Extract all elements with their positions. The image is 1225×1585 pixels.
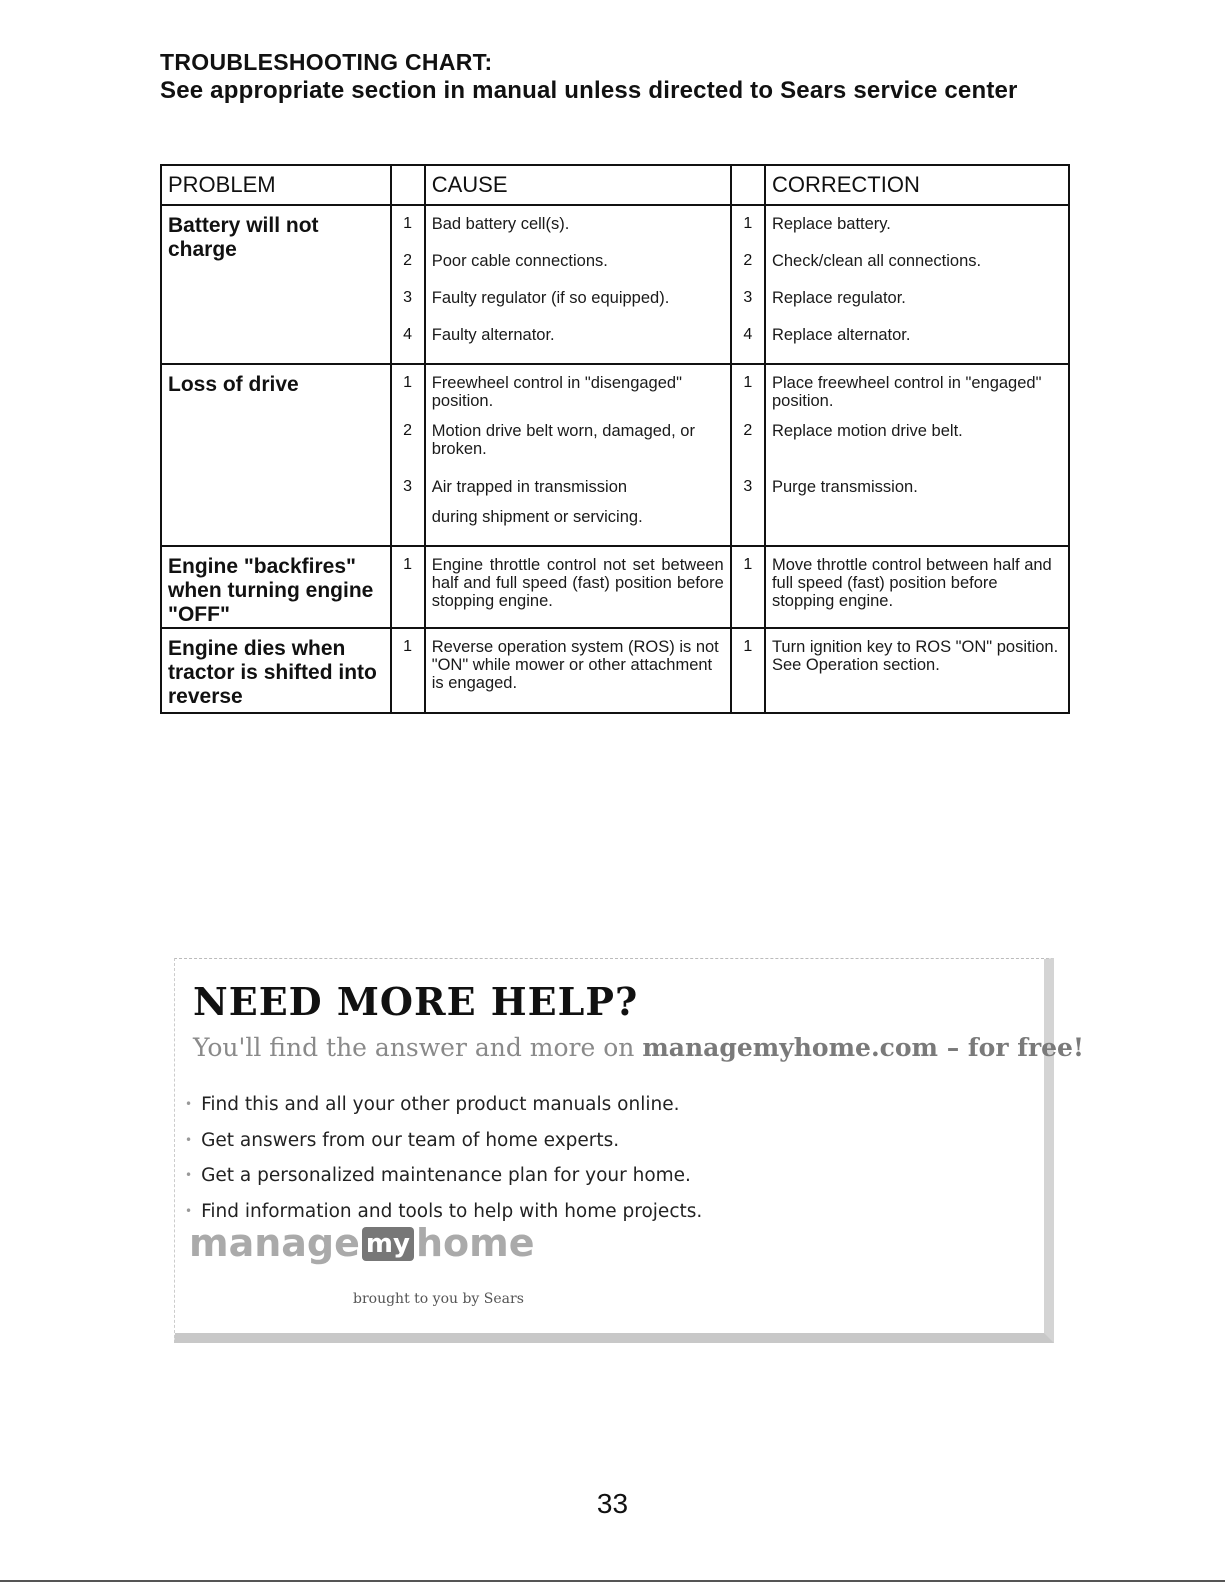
correction-number: 2 xyxy=(743,422,753,439)
problem-header: PROBLEM xyxy=(161,165,391,205)
cause-number: 1 xyxy=(403,215,413,232)
cause-cell xyxy=(425,628,731,713)
cause-text: during shipment or servicing. xyxy=(431,508,643,526)
chart-title: TROUBLESHOOTING CHART: xyxy=(160,49,493,75)
bottom-rule xyxy=(0,1580,1225,1582)
correction-text: Replace regulator. xyxy=(771,289,906,307)
cause-text: Faulty regulator (if so equipped). xyxy=(431,289,670,307)
cause-text: Reverse operation system (ROS) is not "ON" while mower or other attachment is engaged. xyxy=(431,638,719,692)
correction-number: 1 xyxy=(743,215,753,232)
cause-text: Freewheel control in "disengaged" position. xyxy=(431,374,682,410)
chart-subtitle: See appropriate section in manual unless directed to Sears service center xyxy=(160,77,1018,104)
correction-text: Replace battery. xyxy=(771,215,891,233)
cause-text: Bad battery cell(s). xyxy=(431,215,570,233)
managemyhome-logo xyxy=(189,1221,535,1265)
correction-num-header xyxy=(731,165,765,205)
help-heading: NEED MORE HELP? xyxy=(193,979,639,1024)
cause-number: 1 xyxy=(403,556,413,573)
cause-text: Air trapped in transmission xyxy=(431,478,628,496)
correction-num-cell xyxy=(731,628,765,713)
problem-cell xyxy=(161,628,391,713)
correction-text: Purge transmission. xyxy=(771,478,918,496)
correction-num-cell xyxy=(731,205,765,364)
cause-num-header xyxy=(391,165,425,205)
correction-number: 2 xyxy=(743,252,753,269)
page-number: 33 xyxy=(596,1488,629,1519)
problem-cell xyxy=(161,546,391,628)
help-bullet-list xyxy=(185,1087,702,1229)
correction-number: 4 xyxy=(743,326,753,343)
correction-num-cell xyxy=(731,546,765,628)
cause-number: 4 xyxy=(403,326,413,343)
list-item: • Find this and all your other product manuals online. xyxy=(185,1087,702,1123)
table-row xyxy=(161,205,1069,364)
help-subheading xyxy=(193,1033,1084,1062)
problem-text: Loss of drive xyxy=(168,373,299,396)
cause-num-cell xyxy=(391,546,425,628)
cause-text: Faulty alternator. xyxy=(431,326,555,344)
list-item: • Get answers from our team of home experts. xyxy=(185,1123,702,1159)
correction-number: 1 xyxy=(743,374,753,391)
correction-number: 3 xyxy=(743,289,753,306)
problem-text: Engine dies when tractor is shifted into reverse xyxy=(168,637,377,708)
correction-text: Replace alternator. xyxy=(771,326,911,344)
cause-cell xyxy=(425,546,731,628)
list-item: • Get a personalized maintenance plan for your home. xyxy=(185,1158,702,1194)
correction-text: Check/clean all connections. xyxy=(771,252,982,270)
correction-number: 1 xyxy=(743,638,753,655)
list-item: • Find information and tools to help with home projects. xyxy=(185,1194,702,1230)
help-box xyxy=(174,958,1084,1343)
cause-number: 3 xyxy=(403,478,413,495)
cause-cell xyxy=(425,205,731,364)
cause-cell xyxy=(425,364,731,546)
correction-text: Turn ignition key to ROS "ON" position. See Operation section. xyxy=(771,638,1059,674)
help-sub-suffix: – for free! xyxy=(938,1033,1084,1062)
problem-cell xyxy=(161,364,391,546)
correction-cell xyxy=(765,205,1069,364)
correction-text: Replace motion drive belt. xyxy=(771,422,963,440)
cause-text: Engine throttle control not set between half and full speed (fast) position before stopping engine. xyxy=(431,556,724,610)
cause-num-cell xyxy=(391,364,425,546)
problem-text: Engine "backfires" when turning engine "OFF" xyxy=(168,555,374,626)
logo-text-left: manage xyxy=(189,1221,360,1265)
website-link[interactable]: managemyhome.com xyxy=(642,1033,938,1062)
correction-header: CORRECTION xyxy=(765,165,1069,205)
problem-cell xyxy=(161,205,391,364)
table-row xyxy=(161,628,1069,713)
help-sub-prefix: You'll find the answer and more on xyxy=(193,1033,643,1062)
troubleshooting-table xyxy=(160,164,1070,714)
correction-cell xyxy=(765,628,1069,713)
cause-text: Motion drive belt worn, damaged, or broken. xyxy=(431,422,695,458)
cause-number: 3 xyxy=(403,289,413,306)
table-row xyxy=(161,364,1069,546)
correction-cell xyxy=(765,364,1069,546)
table-header-row xyxy=(161,165,1069,205)
page-header xyxy=(160,48,1100,106)
correction-text: Move throttle control between half and full speed (fast) position before stopping engine. xyxy=(771,556,1052,610)
correction-text: Place freewheel control in "engaged" position. xyxy=(771,374,1042,410)
correction-number: 1 xyxy=(743,556,753,573)
cause-number: 2 xyxy=(403,252,413,269)
cause-number: 1 xyxy=(403,638,413,655)
correction-number: 3 xyxy=(743,478,753,495)
correction-cell xyxy=(765,546,1069,628)
correction-num-cell xyxy=(731,364,765,546)
cause-num-cell xyxy=(391,205,425,364)
cause-text: Poor cable connections. xyxy=(431,252,608,270)
cause-number: 1 xyxy=(403,374,413,391)
table-row xyxy=(161,546,1069,628)
logo-tagline: brought to you by Sears xyxy=(353,1291,524,1307)
cause-number: 2 xyxy=(403,422,413,439)
problem-text: Battery will not charge xyxy=(168,214,319,261)
logo-text-right: home xyxy=(415,1221,535,1265)
cause-num-cell xyxy=(391,628,425,713)
logo-my-badge: my xyxy=(362,1227,414,1261)
cause-header: CAUSE xyxy=(425,165,731,205)
